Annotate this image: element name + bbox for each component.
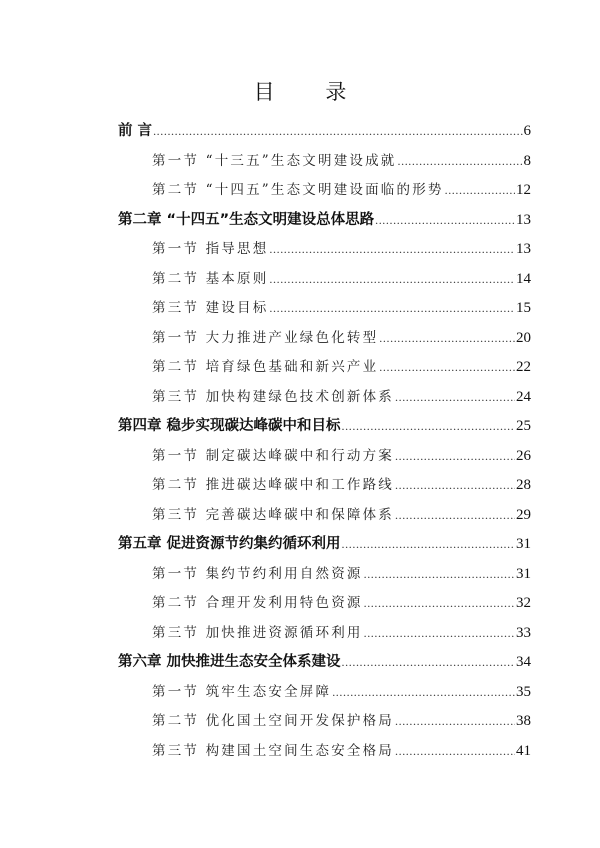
toc-page-number: 35 (516, 683, 531, 700)
toc-entry-label: 第二节 优化国土空间开发保护格局 (152, 713, 394, 729)
dot-leader (269, 294, 515, 324)
toc-entry-section[interactable] (118, 265, 531, 295)
dot-leader (395, 501, 515, 531)
dot-leader (445, 176, 515, 206)
dot-leader (395, 737, 515, 767)
dot-leader (364, 589, 515, 619)
toc-entry-preface[interactable] (118, 117, 531, 147)
toc-entry-chapter[interactable] (118, 412, 531, 442)
dot-leader (342, 530, 515, 560)
toc-page-number: 26 (516, 447, 531, 464)
toc-entry-label: 第四章 稳步实现碳达峰碳中和目标 (118, 418, 341, 434)
dot-leader (364, 560, 515, 590)
toc-page-number: 31 (516, 536, 531, 552)
toc-entry-section[interactable] (118, 235, 531, 265)
toc-entry-label: 第二节 推进碳达峰碳中和工作路线 (152, 477, 394, 493)
toc-page-number: 14 (516, 270, 531, 287)
dot-leader (342, 648, 515, 678)
toc-entry-label: 第三节 加快构建绿色技术创新体系 (152, 388, 394, 405)
toc-page-number: 12 (516, 182, 531, 198)
toc-entry-section[interactable] (118, 176, 531, 206)
toc-page-number: 13 (516, 241, 531, 257)
toc-entry-label: 第一节 指导思想 (152, 241, 269, 257)
toc-entry-section[interactable] (118, 324, 531, 354)
toc-entry-chapter[interactable] (118, 648, 531, 678)
toc-page-number: 28 (516, 477, 531, 493)
toc-page-number: 20 (516, 329, 531, 346)
toc-entry-section[interactable] (118, 353, 531, 383)
dot-leader (153, 117, 522, 147)
dot-leader (364, 619, 515, 649)
toc-entry-label: 第二节 “十四五”生态文明建设面临的形势 (152, 182, 444, 198)
toc-entry-chapter[interactable] (118, 206, 531, 236)
toc-entry-section[interactable] (118, 737, 531, 767)
dot-leader (269, 235, 515, 265)
toc-entry-section[interactable] (118, 678, 531, 708)
toc-entry-label: 第三节 完善碳达峰碳中和保障体系 (152, 506, 394, 523)
dot-leader (332, 678, 515, 708)
toc-entry-label: 第一节 制定碳达峰碳中和行动方案 (152, 447, 394, 464)
toc-entry-label: 第六章 加快推进生态安全体系建设 (118, 654, 341, 670)
toc-entry-label: 第一节 大力推进产业绿色化转型 (152, 329, 379, 346)
toc-page-number: 34 (516, 654, 531, 670)
toc-entry-label: 第三节 构建国土空间生态安全格局 (152, 742, 394, 759)
toc-entry-label: 第一节 “十三五”生态文明建设成就 (152, 152, 397, 169)
toc-entry-label: 第二节 合理开发利用特色资源 (152, 595, 363, 611)
dot-leader (395, 471, 515, 501)
toc-title: 目 录 (253, 80, 369, 104)
toc-page-number: 24 (516, 388, 531, 405)
toc-entry-label: 第五章 促进资源节约集约循环利用 (118, 536, 341, 552)
toc-entry-section[interactable] (118, 560, 531, 590)
toc-entry-section[interactable] (118, 707, 531, 737)
dot-leader (395, 707, 515, 737)
toc-entry-section[interactable] (118, 619, 531, 649)
dot-leader (375, 206, 515, 236)
toc-entry-label: 第一节 集约节约利用自然资源 (152, 565, 363, 582)
dot-leader (398, 147, 523, 177)
dot-leader (395, 383, 515, 413)
toc-page-number: 13 (516, 211, 531, 228)
toc-page-number: 22 (516, 359, 531, 375)
dot-leader (395, 442, 515, 472)
toc-entry-label: 第二节 培育绿色基础和新兴产业 (152, 359, 379, 375)
toc-entry-label: 第三节 建设目标 (152, 300, 269, 316)
toc-page-number: 25 (516, 418, 531, 434)
toc-entry-section[interactable] (118, 442, 531, 472)
toc-page-number: 8 (523, 152, 531, 169)
dot-leader (342, 412, 515, 442)
toc-page-number: 38 (516, 713, 531, 729)
toc-page-number: 33 (516, 624, 531, 641)
toc-page-number: 29 (516, 506, 531, 523)
toc-entry-chapter[interactable] (118, 530, 531, 560)
toc-entry-label: 第三节 加快推进资源循环利用 (152, 624, 363, 641)
toc-entry-section[interactable] (118, 294, 531, 324)
table-of-contents (118, 117, 531, 766)
toc-entry-label: 第一节 筑牢生态安全屏障 (152, 683, 332, 700)
dot-leader (379, 353, 515, 383)
toc-page-number: 31 (516, 565, 531, 582)
toc-entry-label: 前 言 (118, 123, 153, 139)
toc-page-number: 15 (516, 300, 531, 316)
toc-entry-section[interactable] (118, 147, 531, 177)
toc-entry-label: 第二节 基本原则 (152, 270, 269, 287)
dot-leader (379, 324, 515, 354)
toc-page-number: 41 (516, 742, 531, 759)
toc-entry-section[interactable] (118, 471, 531, 501)
toc-entry-section[interactable] (118, 589, 531, 619)
toc-entry-section[interactable] (118, 383, 531, 413)
toc-page-number: 6 (523, 123, 531, 139)
toc-entry-label: 第二章 “十四五”生态文明建设总体思路 (118, 211, 375, 228)
dot-leader (269, 265, 515, 295)
toc-entry-section[interactable] (118, 501, 531, 531)
toc-page-number: 32 (516, 595, 531, 611)
